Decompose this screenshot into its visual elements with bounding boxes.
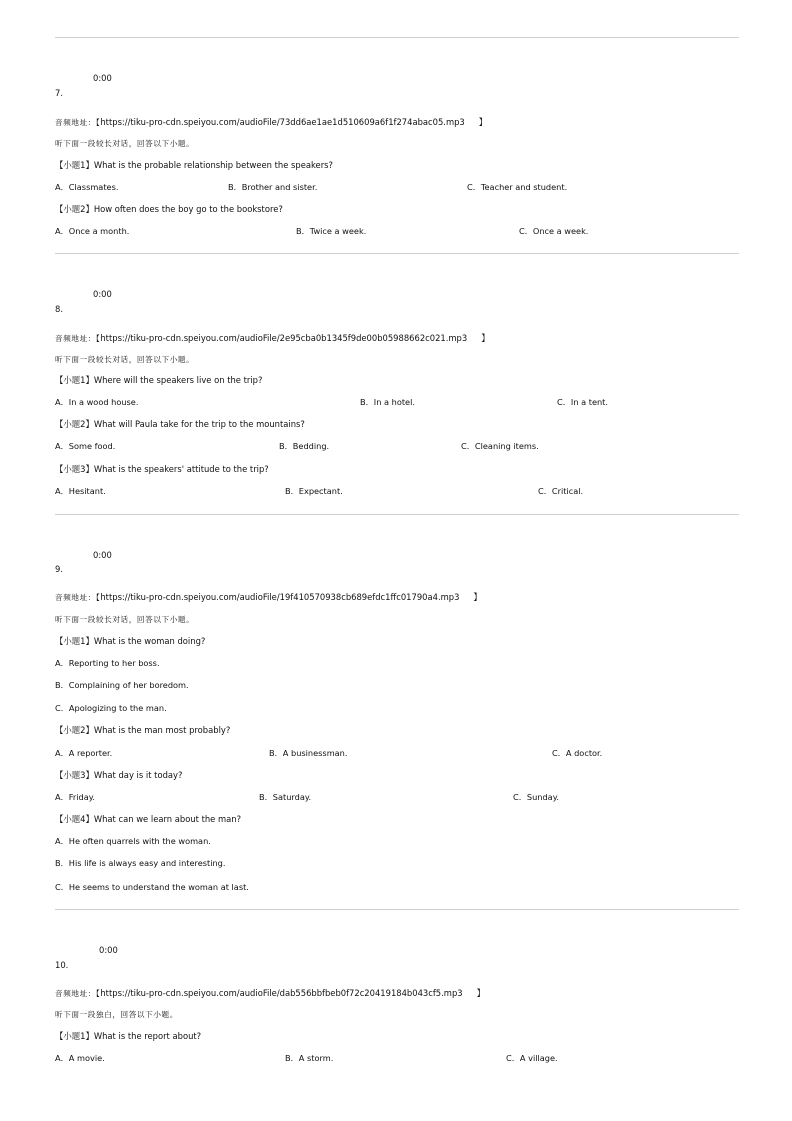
option-b: B．Expectant.: [285, 486, 343, 496]
option-c: C．A village.: [506, 1053, 558, 1063]
option-c: C．A doctor.: [552, 748, 603, 758]
audio-time: 0:00: [93, 73, 112, 83]
sub-question-prompt: 【小题3】What day is it today?: [55, 770, 183, 780]
option-b: B．Complaining of her boredom.: [55, 680, 189, 690]
option-c: C．Teacher and student.: [467, 182, 568, 192]
audio-url-link[interactable]: https://tiku-pro-cdn.speiyou.com/audioFile/dab556bbfbeb0f72c20419184b043cf5.mp3: [100, 988, 463, 998]
audio-time: 0:00: [93, 550, 112, 560]
option-b: B．A storm.: [285, 1053, 334, 1063]
audio-time: 0:00: [93, 289, 112, 299]
question-number: 10.: [55, 960, 69, 970]
option-b: B．His life is always easy and interesting.: [55, 858, 226, 868]
audio-address-line: [55, 592, 482, 603]
question-number: 9.: [55, 564, 63, 574]
sub-question-prompt: 【小题1】What is the report about?: [55, 1031, 202, 1041]
divider: [55, 253, 739, 254]
audio-address-close: 】: [478, 117, 488, 127]
audio-url-link[interactable]: https://tiku-pro-cdn.speiyou.com/audioFile/73dd6ae1ae1d510609a6f1f274abac05.mp3: [100, 117, 465, 127]
audio-address-label: 音频地址：【: [55, 334, 101, 343]
question-number: 7.: [55, 88, 63, 98]
option-b: B．Bedding.: [279, 441, 330, 451]
option-b: B．Twice a week.: [296, 226, 367, 236]
option-a: A．A movie.: [55, 1053, 105, 1063]
audio-address-line: [55, 333, 490, 344]
instruction: 听下面一段较长对话，回答以下小题。: [55, 355, 195, 364]
divider: [55, 37, 739, 38]
sub-question-prompt: 【小题4】What can we learn about the man?: [55, 814, 242, 824]
question-number: 8.: [55, 304, 63, 314]
option-a: A．A reporter.: [55, 748, 113, 758]
option-a: A．Some food.: [55, 441, 116, 451]
instruction: 听下面一段较长对话，回答以下小题。: [55, 615, 195, 624]
option-b: B．Saturday.: [259, 792, 312, 802]
audio-address-close: 】: [476, 988, 485, 998]
option-a: A．Once a month.: [55, 226, 130, 236]
option-a: A．In a wood house.: [55, 397, 139, 407]
audio-address-label: 音频地址：【: [55, 989, 101, 998]
instruction: 听下面一段较长对话，回答以下小题。: [55, 139, 195, 148]
option-c: C．Apologizing to the man.: [55, 703, 167, 713]
option-a: A．Reporting to her boss.: [55, 658, 160, 668]
option-b: B．A businessman.: [269, 748, 348, 758]
option-a: A．He often quarrels with the woman.: [55, 836, 211, 846]
option-a: A．Hesitant.: [55, 486, 106, 496]
audio-address-line: [55, 117, 487, 128]
audio-address-label: 音频地址：【: [55, 593, 101, 602]
option-c: C．Once a week.: [519, 226, 589, 236]
option-b: B．Brother and sister.: [228, 182, 318, 192]
option-c: C．In a tent.: [557, 397, 608, 407]
option-c: C．Critical.: [538, 486, 584, 496]
audio-address-close: 】: [481, 333, 490, 343]
audio-address-line: [55, 988, 485, 999]
sub-question-prompt: 【小题1】Where will the speakers live on the trip?: [55, 375, 263, 385]
option-a: A．Classmates.: [55, 182, 119, 192]
option-c: C．Cleaning items.: [461, 441, 539, 451]
option-c: C．He seems to understand the woman at last.: [55, 882, 249, 892]
audio-url-link[interactable]: https://tiku-pro-cdn.speiyou.com/audioFile/2e95cba0b1345f9de00b05988662c021.mp3: [100, 333, 468, 343]
audio-address-label: 音频地址：【: [55, 118, 101, 127]
sub-question-prompt: 【小题2】What will Paula take for the trip to the mountains?: [55, 419, 305, 429]
audio-time: 0:00: [99, 945, 118, 955]
option-b: B．In a hotel.: [360, 397, 415, 407]
audio-url-link[interactable]: https://tiku-pro-cdn.speiyou.com/audioFile/19f410570938cb689efdc1ffc01790a4.mp3: [100, 592, 460, 602]
sub-question-prompt: 【小题2】How often does the boy go to the bookstore?: [55, 204, 283, 214]
divider: [55, 909, 739, 910]
option-c: C．Sunday.: [513, 792, 559, 802]
option-a: A．Friday.: [55, 792, 96, 802]
sub-question-prompt: 【小题1】What is the woman doing?: [55, 636, 206, 646]
sub-question-prompt: 【小题1】What is the probable relationship between the speakers?: [55, 160, 333, 170]
sub-question-prompt: 【小题2】What is the man most probably?: [55, 725, 231, 735]
audio-address-close: 】: [473, 592, 482, 602]
instruction: 听下面一段独白，回答以下小题。: [55, 1010, 178, 1019]
sub-question-prompt: 【小题3】What is the speakers' attitude to the trip?: [55, 464, 269, 474]
divider: [55, 514, 739, 515]
